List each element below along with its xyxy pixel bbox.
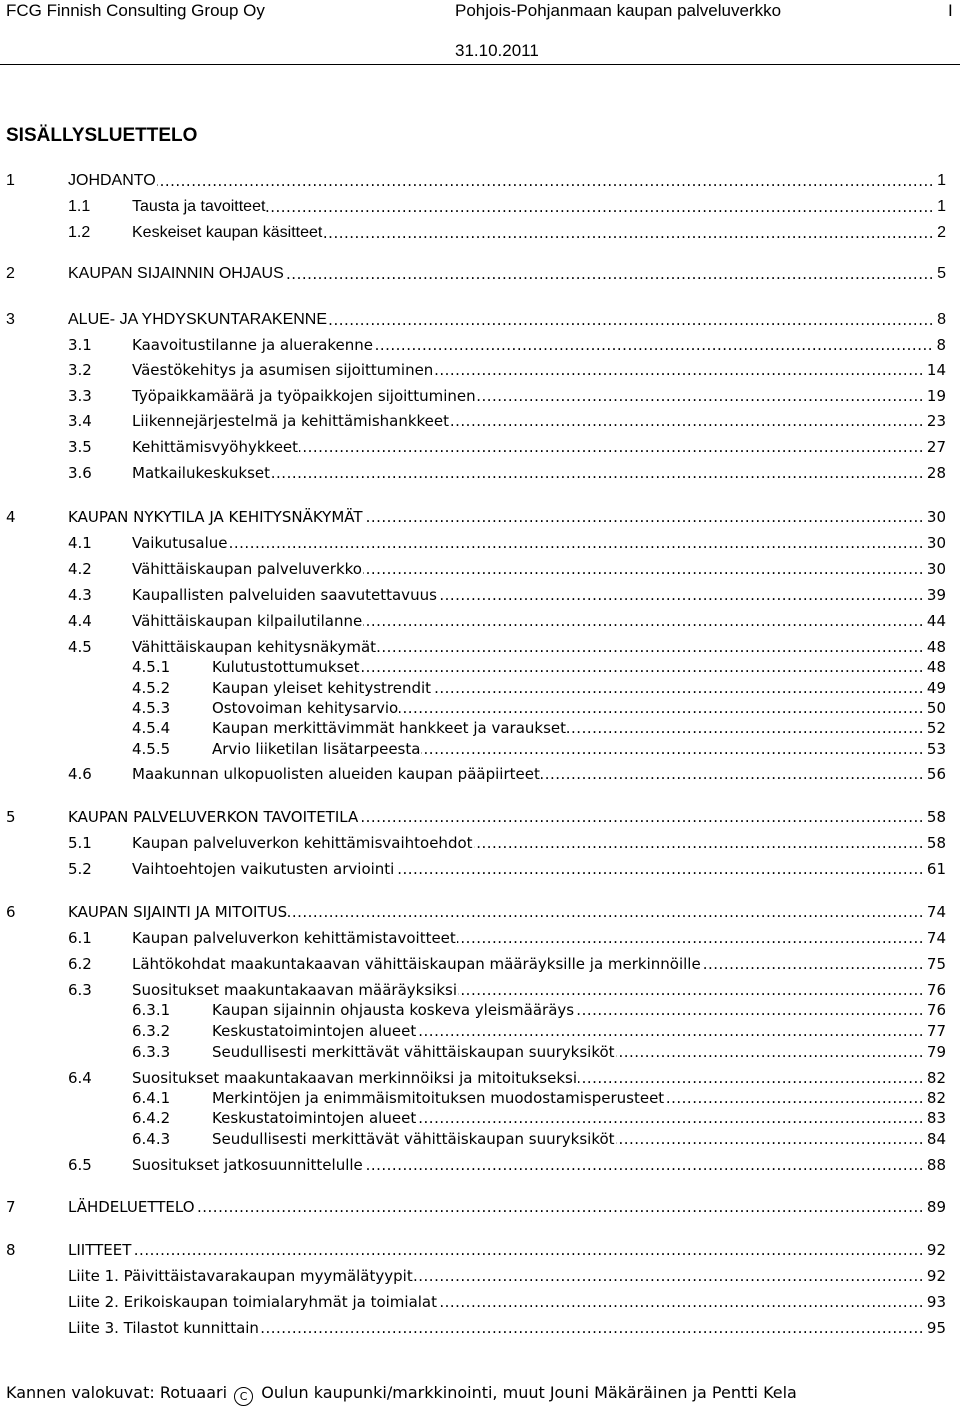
toc-entry[interactable] xyxy=(0,533,960,553)
toc-entry-number: 6 xyxy=(6,903,16,921)
toc-entry-number: 6.4.1 xyxy=(132,1089,171,1107)
toc-entry-title: Kaupan yleiset kehitystrendit xyxy=(212,679,432,697)
toc-entry-page: 30 xyxy=(926,534,946,552)
credits-prefix: Kannen valokuvat: Rotuaari xyxy=(6,1383,228,1402)
toc-entry-number: 4.5.4 xyxy=(132,719,171,737)
header-date: 31.10.2011 xyxy=(455,41,539,60)
toc-entry-page: 83 xyxy=(926,1109,946,1127)
credits-suffix: Oulun kaupunki/markkinointi, muut Jouni Mäkäräinen ja Pentti Kela xyxy=(261,1383,797,1402)
toc-entry-number: 4.5.1 xyxy=(132,658,171,676)
toc-entry[interactable] xyxy=(0,1068,960,1088)
toc-entry[interactable] xyxy=(0,611,960,631)
toc-dot-leader xyxy=(132,533,924,553)
toc-entry-title: Vähittäiskaupan kehitysnäkymät xyxy=(132,638,377,656)
toc-entry-title: Tausta ja tavoitteet xyxy=(132,198,266,215)
toc-dot-leader xyxy=(68,1197,924,1217)
toc-entry-page: 48 xyxy=(926,638,946,656)
toc-entry-page: 89 xyxy=(926,1198,946,1216)
toc-entry-title: Kaupallisten palveluiden saavutettavuus xyxy=(132,586,437,604)
toc-entry-page: 30 xyxy=(926,560,946,578)
toc-entry-number: 5 xyxy=(6,808,16,826)
toc-dot-leader xyxy=(68,1240,924,1260)
toc-entry-page: 30 xyxy=(926,508,946,526)
toc-entry-number: 5.2 xyxy=(68,860,92,878)
toc-entry[interactable] xyxy=(0,764,960,784)
toc-entry-page: 84 xyxy=(926,1130,946,1148)
toc-entry-page: 88 xyxy=(926,1156,946,1174)
toc-entry-page: 76 xyxy=(926,1001,946,1019)
toc-entry[interactable] xyxy=(0,1108,960,1128)
toc-entry-page: 44 xyxy=(926,612,946,630)
toc-entry-title: Suositukset maakuntakaavan merkinnöiksi ja mitoitukseksi xyxy=(132,1069,577,1087)
toc-entry-page: 23 xyxy=(926,412,946,430)
toc-entry-page: 77 xyxy=(926,1022,946,1040)
toc-entry-number: 4.6 xyxy=(68,765,92,783)
toc-entry-page: 49 xyxy=(926,679,946,697)
toc-entry[interactable] xyxy=(0,859,960,879)
toc-entry-number: 8 xyxy=(6,1241,16,1259)
toc-entry-number: 3.4 xyxy=(68,412,92,430)
toc-entry-title: Suositukset jatkosuunnittelulle xyxy=(132,1156,363,1174)
toc-entry[interactable] xyxy=(0,1129,960,1149)
toc-entry[interactable] xyxy=(0,637,960,657)
toc-entry-title: Väestökehitys ja asumisen sijoittuminen xyxy=(132,361,434,379)
toc-entry-page: 1 xyxy=(937,172,946,189)
toc-entry-number: 6.4.3 xyxy=(132,1130,171,1148)
toc-dot-leader xyxy=(68,171,934,191)
toc-entry-number: 1.1 xyxy=(68,198,91,215)
copyright-icon: C xyxy=(234,1387,253,1406)
toc-entry[interactable] xyxy=(0,1292,960,1312)
toc-entry-number: 6.5 xyxy=(68,1156,92,1174)
toc-entry[interactable] xyxy=(0,1042,960,1062)
toc-entry-page: 8 xyxy=(937,311,946,328)
toc-entry-page: 8 xyxy=(936,336,946,354)
toc-entry-title: Keskustatoimintojen alueet xyxy=(212,1022,417,1040)
toc-entry-page: 58 xyxy=(926,834,946,852)
toc-entry[interactable] xyxy=(0,928,960,948)
toc-entry[interactable] xyxy=(0,310,960,330)
toc-entry[interactable] xyxy=(0,264,960,284)
toc-entry-number: 4.2 xyxy=(68,560,92,578)
cover-photo-credits xyxy=(6,1382,797,1406)
toc-entry-number: 4.5.5 xyxy=(132,740,171,758)
toc-entry-number: 4.5.2 xyxy=(132,679,171,697)
toc-entry-title: Lähtökohdat maakuntakaavan vähittäiskaupan määräyksille ja merkinnöille xyxy=(132,955,701,973)
toc-entry-page: 92 xyxy=(926,1267,946,1285)
toc-entry[interactable] xyxy=(0,1318,960,1338)
toc-entry-page: 19 xyxy=(926,387,946,405)
toc-entry-page: 79 xyxy=(926,1043,946,1061)
toc-entry-number: 3.3 xyxy=(68,387,92,405)
toc-entry-title: Kaupan merkittävimmät hankkeet ja varaukset xyxy=(212,719,567,737)
toc-entry-page: 28 xyxy=(926,464,946,482)
toc-entry-number: 4.1 xyxy=(68,534,92,552)
toc-entry-title: Vähittäiskaupan kilpailutilanne xyxy=(132,612,363,630)
toc-entry-page: 5 xyxy=(937,265,946,282)
toc-entry-number: 6.2 xyxy=(68,955,92,973)
toc-entry-number: 6.3.2 xyxy=(132,1022,171,1040)
toc-entry[interactable] xyxy=(0,1021,960,1041)
toc-entry-number: 6.3 xyxy=(68,981,92,999)
toc-entry-title: Suositukset maakuntakaavan määräyksiksi xyxy=(132,981,457,999)
toc-entry-page: 93 xyxy=(926,1293,946,1311)
toc-entry[interactable] xyxy=(0,360,960,380)
toc-entry[interactable] xyxy=(0,411,960,431)
toc-entry-page: 82 xyxy=(926,1089,946,1107)
toc-entry-title: Matkailukeskukset xyxy=(132,464,271,482)
toc-entry[interactable] xyxy=(0,902,960,922)
toc-entry[interactable] xyxy=(0,1197,960,1217)
toc-entry[interactable] xyxy=(0,1088,960,1108)
toc-entry-title: KAUPAN PALVELUVERKON TAVOITETILA xyxy=(68,808,359,826)
toc-entry-page: 39 xyxy=(926,586,946,604)
toc-entry-title: LÄHDELUETTELO xyxy=(68,1198,195,1216)
toc-entry-page: 1 xyxy=(937,198,946,215)
toc-entry[interactable] xyxy=(0,507,960,527)
toc-entry[interactable] xyxy=(0,954,960,974)
toc-entry-number: 6.4.2 xyxy=(132,1109,171,1127)
toc-entry-page: 74 xyxy=(926,929,946,947)
toc-entry-title: Keskustatoimintojen alueet xyxy=(212,1109,417,1127)
toc-entry-title: Liite 3. Tilastot kunnittain xyxy=(68,1319,259,1337)
toc-entry[interactable] xyxy=(0,386,960,406)
toc-entry-title: Merkintöjen ja enimmäismitoituksen muodostamisperusteet xyxy=(212,1089,665,1107)
toc-entry-number: 6.3.1 xyxy=(132,1001,171,1019)
toc-entry-number: 4.3 xyxy=(68,586,92,604)
toc-entry[interactable] xyxy=(0,335,960,355)
toc-entry-number: 3.1 xyxy=(68,336,92,354)
toc-entry[interactable] xyxy=(0,678,960,698)
toc-entry-page: 14 xyxy=(926,361,946,379)
toc-entry-title: ALUE- JA YHDYSKUNTARAKENNE xyxy=(68,311,328,328)
toc-entry-title: LIITTEET xyxy=(68,1241,132,1259)
toc-entry-number: 7 xyxy=(6,1198,16,1216)
toc-entry-number: 4.5 xyxy=(68,638,92,656)
toc-entry-title: Kaupan palveluverkon kehittämisvaihtoehdot xyxy=(132,834,473,852)
toc-entry-page: 92 xyxy=(926,1241,946,1259)
toc-entry[interactable] xyxy=(0,197,960,217)
toc-entry-page: 53 xyxy=(926,740,946,758)
toc-entry-title: Vaihtoehtojen vaikutusten arviointi xyxy=(132,860,395,878)
toc-entry-page: 74 xyxy=(926,903,946,921)
toc-entry-number: 3 xyxy=(6,311,15,328)
toc-entry-page: 82 xyxy=(926,1069,946,1087)
toc-entry[interactable] xyxy=(0,463,960,483)
toc-entry-number: 6.4 xyxy=(68,1069,92,1087)
header-page-number: I xyxy=(948,1,953,20)
toc-entry-title: Liite 2. Erikoiskaupan toimialaryhmät ja toimialat xyxy=(68,1293,438,1311)
toc-entry-title: Vähittäiskaupan palveluverkko xyxy=(132,560,362,578)
toc-entry[interactable] xyxy=(0,718,960,738)
toc-entry-number: 3.5 xyxy=(68,438,92,456)
toc-entry-number: 4.5.3 xyxy=(132,699,171,717)
toc-entry-page: 75 xyxy=(926,955,946,973)
toc-entry-number: 4.4 xyxy=(68,612,92,630)
toc-entry-title: Maakunnan ulkopuolisten alueiden kaupan pääpiirteet xyxy=(132,765,540,783)
toc-entry-title: Kaavoitustilanne ja aluerakenne xyxy=(132,336,374,354)
toc-entry-number: 2 xyxy=(6,265,15,282)
toc-entry-number: 6.1 xyxy=(68,929,92,947)
toc-entry-title: Kaupan sijainnin ohjausta koskeva yleismääräys xyxy=(212,1001,575,1019)
toc-entry[interactable] xyxy=(0,807,960,827)
toc-entry-title: Kulutustottumukset xyxy=(212,658,360,676)
toc-entry-page: 2 xyxy=(937,224,946,241)
toc-entry-title: Ostovoiman kehitysarvio xyxy=(212,699,399,717)
toc-entry[interactable] xyxy=(0,1155,960,1175)
toc-entry[interactable] xyxy=(0,1240,960,1260)
header-company: FCG Finnish Consulting Group Oy xyxy=(6,1,265,20)
toc-entry[interactable] xyxy=(0,739,960,759)
toc-entry[interactable] xyxy=(0,559,960,579)
toc-entry-number: 6.3.3 xyxy=(132,1043,171,1061)
toc-entry-number: 5.1 xyxy=(68,834,92,852)
toc-entry-page: 58 xyxy=(926,808,946,826)
toc-entry-number: 4 xyxy=(6,508,16,526)
toc-entry-page: 61 xyxy=(926,860,946,878)
toc-entry[interactable] xyxy=(0,698,960,718)
toc-entry-title: Kaupan palveluverkon kehittämistavoitteet xyxy=(132,929,456,947)
toc-entry-title: Arvio liiketilan lisätarpeesta xyxy=(212,740,421,758)
toc-entry-number: 1.2 xyxy=(68,224,91,241)
header-rule xyxy=(0,64,960,65)
toc-entry[interactable] xyxy=(0,223,960,243)
toc-entry-number: 3.2 xyxy=(68,361,92,379)
toc-entry[interactable] xyxy=(0,657,960,677)
toc-entry-title: Kehittämisvyöhykkeet xyxy=(132,438,299,456)
toc-entry-page: 48 xyxy=(926,658,946,676)
toc-entry-page: 56 xyxy=(926,765,946,783)
toc-entry[interactable] xyxy=(0,980,960,1000)
toc-entry-title: Työpaikkamäärä ja työpaikkojen sijoittuminen xyxy=(132,387,476,405)
toc-entry-number: 3.6 xyxy=(68,464,92,482)
toc-entry-title: Vaikutusalue xyxy=(132,534,228,552)
toc-entry[interactable] xyxy=(0,437,960,457)
toc-entry[interactable] xyxy=(0,171,960,191)
toc-entry-title: Seudullisesti merkittävät vähittäiskaupan suuryksiköt xyxy=(212,1130,615,1148)
toc-entry-page: 50 xyxy=(926,699,946,717)
toc-entry-title: Keskeiset kaupan käsitteet xyxy=(132,224,323,241)
toc-entry[interactable] xyxy=(0,1000,960,1020)
toc-entry-page: 52 xyxy=(926,719,946,737)
toc-entry-title: Liikennejärjestelmä ja kehittämishankkeet xyxy=(132,412,450,430)
toc-entry[interactable] xyxy=(0,585,960,605)
toc-entry[interactable] xyxy=(0,833,960,853)
toc-entry[interactable] xyxy=(0,1266,960,1286)
toc-entry-page: 95 xyxy=(926,1319,946,1337)
toc-entry-title: KAUPAN NYKYTILA JA KEHITYSNÄKYMÄT xyxy=(68,508,363,526)
toc-entry-title: Seudullisesti merkittävät vähittäiskaupan suuryksiköt xyxy=(212,1043,615,1061)
toc-entry-title: KAUPAN SIJAINNIN OHJAUS xyxy=(68,265,284,282)
toc-entry-title: KAUPAN SIJAINTI JA MITOITUS xyxy=(68,903,288,921)
toc-entry-title: JOHDANTO xyxy=(68,172,156,189)
toc-entry-page: 27 xyxy=(926,438,946,456)
toc-entry-number: 1 xyxy=(6,172,15,189)
toc-entry-page: 76 xyxy=(926,981,946,999)
toc-entry-title: Liite 1. Päivittäistavarakaupan myymälätyypit xyxy=(68,1267,413,1285)
toc-heading: SISÄLLYSLUETTELO xyxy=(6,125,198,146)
header-document-title: Pohjois-Pohjanmaan kaupan palveluverkko xyxy=(455,1,782,20)
